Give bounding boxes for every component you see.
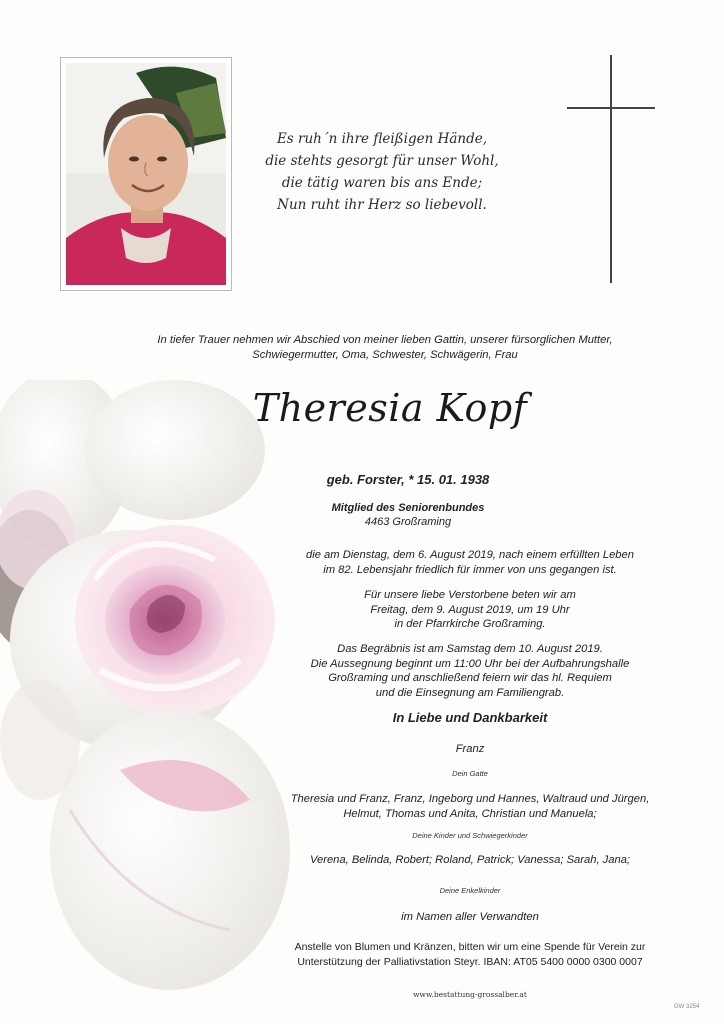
poem — [262, 128, 502, 216]
grandchildren-role: Deine Enkelkinder — [439, 886, 501, 895]
death-line: im 82. Lebensjahr friedlich für immer von uns gegangen ist. — [323, 563, 617, 576]
prayer-line: Für unsere liebe Verstorbene beten wir am — [364, 589, 576, 601]
husband-name: Franz — [455, 743, 485, 755]
dedication: In Liebe und Dankbarkeit — [392, 710, 548, 725]
poem-line: Nun ruht ihr Herz so liebevoll. — [277, 197, 487, 213]
donation-notice — [250, 940, 690, 969]
funeral-line: und die Einsegnung am Familiengrab. — [375, 686, 565, 699]
poem-line: Es ruh´n ihre fleißigen Hände, — [276, 131, 488, 147]
children-line: Helmut, Thomas und Anita, Christian und Manuela; — [343, 807, 597, 820]
children-line: Theresia und Franz, Franz, Ingeborg und Hannes, Waltraud und Jürgen, — [290, 793, 650, 805]
prayer-notice — [250, 588, 690, 632]
death-notice — [250, 548, 690, 577]
donation-line: Anstelle von Blumen und Kränzen, bitten wir um eine Spende für Verein zur — [294, 941, 646, 953]
deceased-name: Theresia Kopf — [252, 386, 528, 430]
poem-line: die stehts gesorgt für unser Wohl, — [265, 153, 499, 169]
funeral-line: Die Aussegnung beginnt um 11:00 Uhr bei der Aufbahrungshalle — [310, 657, 630, 670]
membership-title: Mitglied des Seniorenbundes — [331, 502, 485, 514]
funeral-line: Großraming und anschließend feiern wir das hl. Requiem — [328, 672, 612, 684]
cross-icon — [610, 55, 612, 283]
intro-text — [120, 333, 650, 363]
membership — [258, 501, 558, 529]
birth-info: geb. Forster, * 15. 01. 1938 — [326, 472, 490, 487]
intro-line: Schwiegermutter, Oma, Schwester, Schwägerin, Frau — [252, 349, 518, 361]
donation-line: Unterstützung der Palliativstation Steyr. IBAN: AT05 5400 0000 0300 0007 — [297, 955, 643, 968]
death-line: die am Dienstag, dem 6. August 2019, nach einem erfüllten Leben — [306, 549, 634, 561]
portrait-photo-frame — [60, 57, 232, 291]
funeral-line: Das Begräbnis ist am Samstag dem 10. August 2019. — [337, 643, 603, 655]
cross-icon-bar — [567, 107, 655, 109]
relatives: im Namen aller Verwandten — [401, 911, 539, 923]
corner-code: GW 3254 — [674, 1004, 700, 1010]
prayer-line: in der Pfarrkirche Großraming. — [394, 618, 546, 630]
husband-role: Dein Gatte — [452, 769, 488, 778]
children-role: Deine Kinder und Schwiegerkinder — [412, 831, 528, 840]
children-names — [250, 792, 690, 821]
prayer-line: Freitag, dem 9. August 2019, um 19 Uhr — [370, 603, 570, 616]
membership-place: 4463 Großraming — [364, 516, 452, 528]
footer-url: www.bestattung-grossalber.at — [413, 990, 527, 999]
intro-line: In tiefer Trauer nehmen wir Abschied von meiner lieben Gattin, unserer fürsorglichen Mutter, — [157, 334, 613, 346]
funeral-notice — [250, 642, 690, 700]
portrait-photo — [66, 63, 226, 285]
grandchildren-names: Verena, Belinda, Robert; Roland, Patrick; Vanessa; Sarah, Jana; — [309, 854, 631, 866]
poem-line: die tätig waren bis ans Ende; — [281, 175, 483, 191]
